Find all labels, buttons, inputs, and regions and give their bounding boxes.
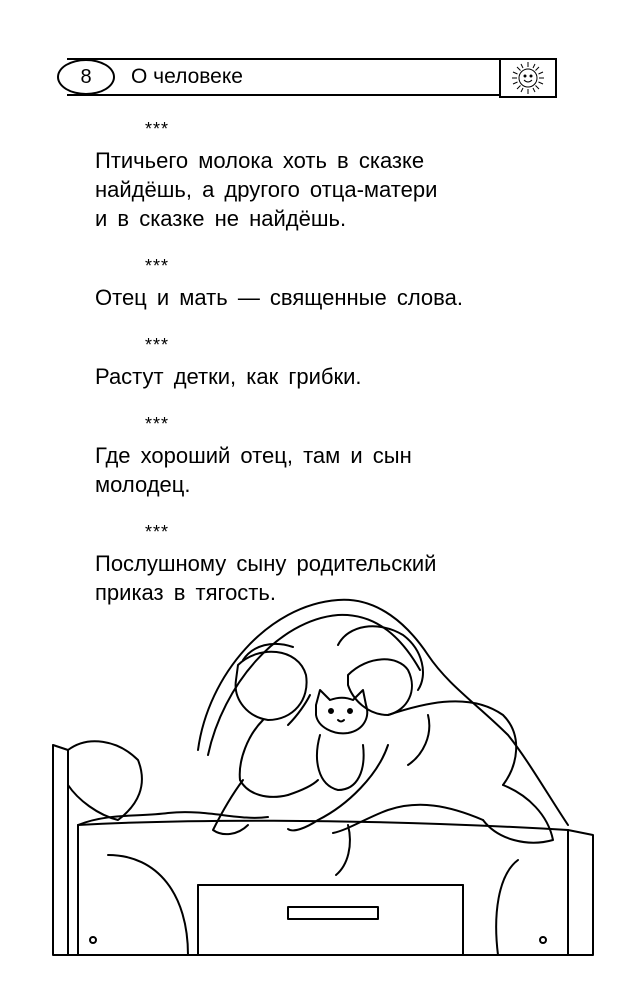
proverb-text: Растут детки, как грибки. [95,364,362,389]
proverb-text: Послушному сыну родительский приказ в тягость. [95,551,437,605]
page-header [57,58,557,98]
proverb-separator: *** [145,522,170,542]
proverb-text: Где хороший отец, там и сын молодец. [95,443,412,497]
proverb-text: Отец и мать — священные слова. [95,285,463,310]
mother-child-cat-on-bed-drawing [48,585,608,965]
proverbs-list [95,118,565,629]
sun-emblem [499,58,557,98]
proverb-text: Птичьего молока хоть в сказке найдёшь, а другого отца-матери и в сказке не найдёшь. [95,148,438,231]
chapter-title: О человеке [131,65,243,88]
proverb-item [95,118,565,233]
proverb-item [95,334,565,391]
proverb-separator: *** [145,335,170,355]
proverb-separator: *** [145,119,170,139]
proverb-item [95,255,565,312]
sun-icon [501,60,555,96]
family-illustration [48,585,608,965]
proverb-separator: *** [145,256,170,276]
proverb-item [95,413,565,499]
proverb-separator: *** [145,414,170,434]
page-number: 8 [57,59,115,95]
